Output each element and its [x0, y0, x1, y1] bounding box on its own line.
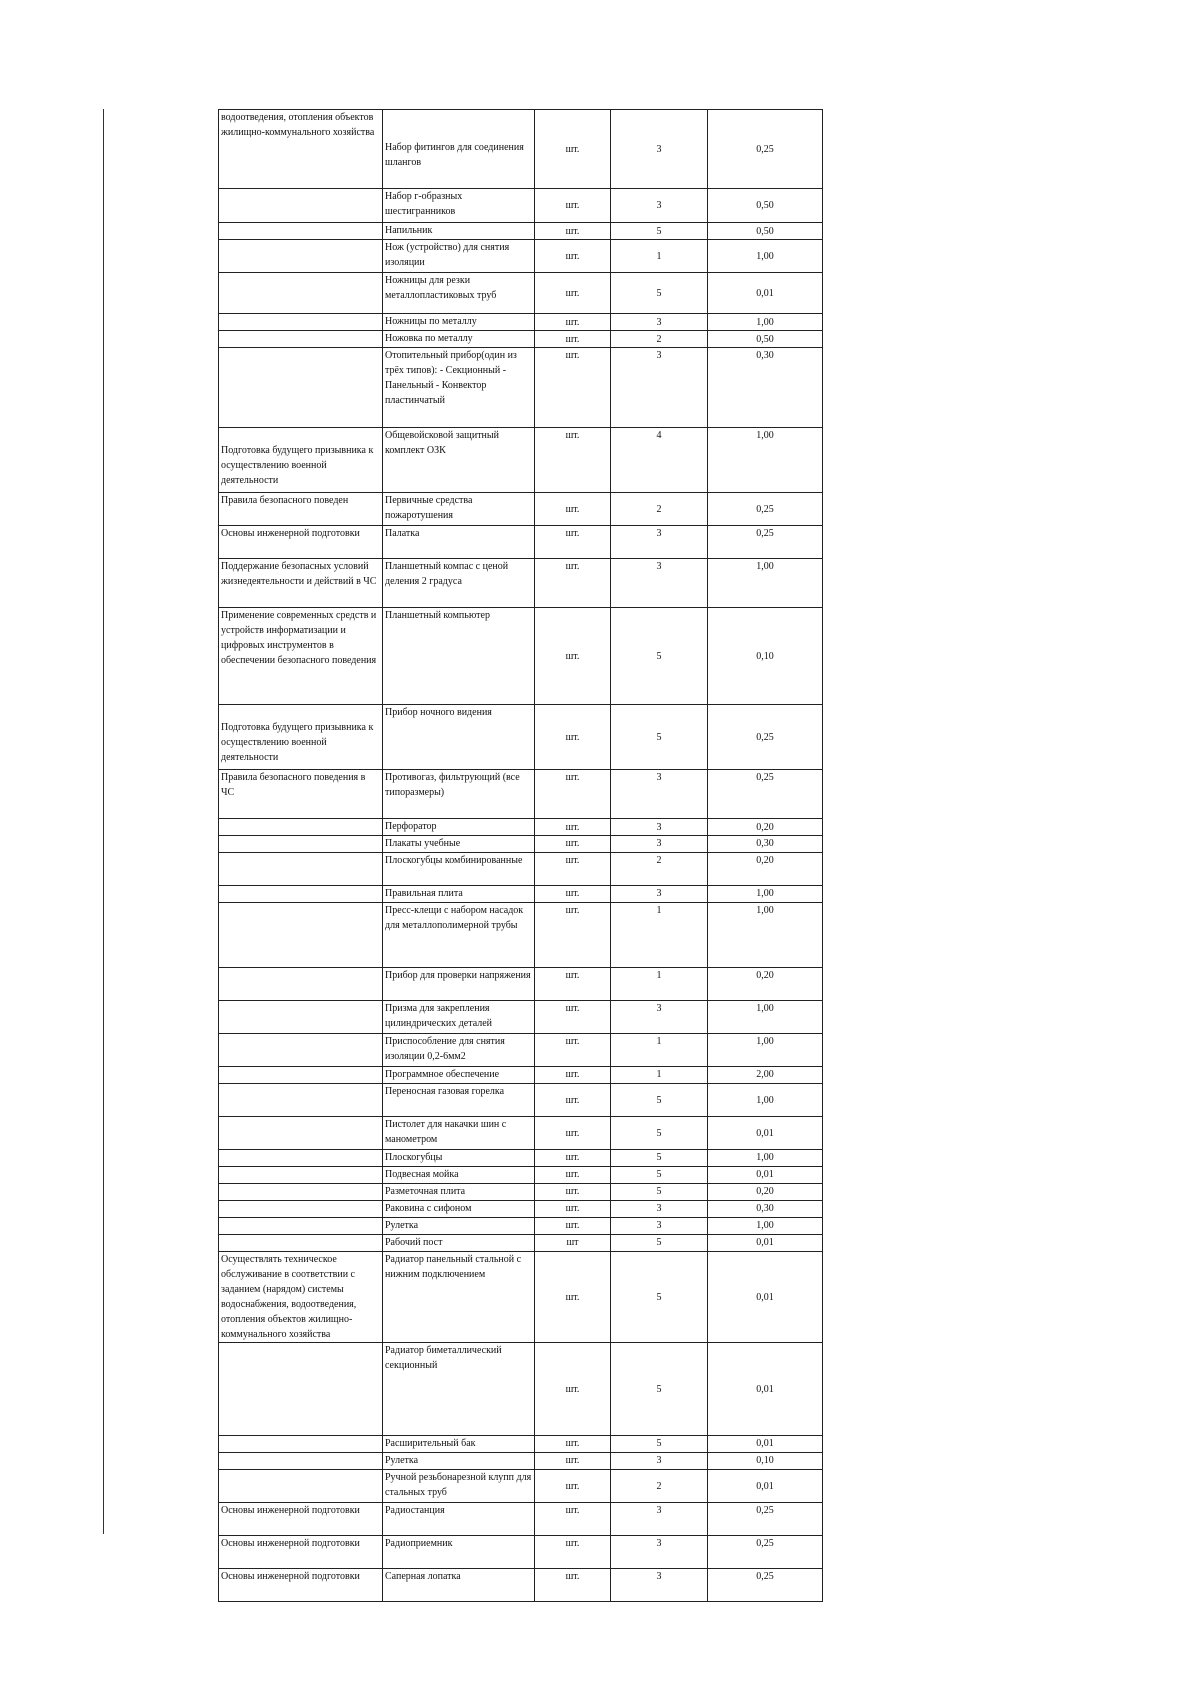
quantity-cell: 2: [611, 1470, 708, 1503]
section-cell: [219, 1218, 383, 1235]
section-cell: Подготовка будущего призывника к осуществлению военной деятельности: [219, 428, 383, 493]
table-row: [219, 1184, 823, 1201]
unit-cell: шт.: [535, 853, 611, 886]
quantity-cell: 3: [611, 314, 708, 331]
norm-cell: 0,25: [708, 1503, 823, 1536]
norm-cell: 0,25: [708, 110, 823, 189]
quantity-cell: 3: [611, 1218, 708, 1235]
quantity-cell: 5: [611, 1436, 708, 1453]
table-row: [219, 1117, 823, 1150]
document-page: [218, 109, 823, 1602]
unit-cell: шт.: [535, 1167, 611, 1184]
quantity-cell: 3: [611, 110, 708, 189]
unit-cell: шт.: [535, 1034, 611, 1067]
quantity-cell: 5: [611, 1184, 708, 1201]
item-name-cell: Радиатор панельный стальной с нижним подключением: [383, 1252, 535, 1343]
unit-cell: шт.: [535, 705, 611, 770]
unit-cell: шт.: [535, 223, 611, 240]
norm-cell: 1,00: [708, 1034, 823, 1067]
unit-cell: шт.: [535, 903, 611, 968]
table-row: [219, 314, 823, 331]
unit-cell: шт.: [535, 1536, 611, 1569]
table-row: [219, 1067, 823, 1084]
item-name-cell: Плоскогубцы комбинированные: [383, 853, 535, 886]
quantity-cell: 5: [611, 1084, 708, 1117]
section-cell: [219, 819, 383, 836]
quantity-cell: 3: [611, 886, 708, 903]
section-cell: [219, 1436, 383, 1453]
quantity-cell: 3: [611, 1001, 708, 1034]
quantity-cell: 5: [611, 1252, 708, 1343]
quantity-cell: 3: [611, 526, 708, 559]
unit-cell: шт.: [535, 1470, 611, 1503]
left-margin-rule: [103, 109, 104, 1534]
unit-cell: шт.: [535, 189, 611, 223]
norm-cell: 0,30: [708, 836, 823, 853]
unit-cell: шт.: [535, 273, 611, 314]
item-name-cell: Плакаты учебные: [383, 836, 535, 853]
table-row: [219, 836, 823, 853]
norm-cell: 0,01: [708, 1252, 823, 1343]
norm-cell: 1,00: [708, 1084, 823, 1117]
section-cell: Правила безопасного поведен: [219, 493, 383, 526]
section-cell: [219, 1084, 383, 1117]
item-name-cell: Общевойсковой защитный комплект ОЗК: [383, 428, 535, 493]
item-name-cell: Пресс-клещи с набором насадок для металлополимерной трубы: [383, 903, 535, 968]
unit-cell: шт.: [535, 968, 611, 1001]
quantity-cell: 5: [611, 1235, 708, 1252]
item-name-cell: Напильник: [383, 223, 535, 240]
section-cell: Правила безопасного поведения в ЧС: [219, 770, 383, 819]
table-row: [219, 903, 823, 968]
section-cell: Основы инженерной подготовки: [219, 1503, 383, 1536]
unit-cell: шт.: [535, 770, 611, 819]
norm-cell: 0,25: [708, 1536, 823, 1569]
table-row: [219, 1470, 823, 1503]
section-cell: [219, 273, 383, 314]
norm-cell: 0,25: [708, 493, 823, 526]
norm-cell: 1,00: [708, 1218, 823, 1235]
quantity-cell: 1: [611, 1034, 708, 1067]
unit-cell: шт.: [535, 1067, 611, 1084]
item-name-cell: Призма для закрепления цилиндрических деталей: [383, 1001, 535, 1034]
item-name-cell: Радиоприемник: [383, 1536, 535, 1569]
quantity-cell: 1: [611, 968, 708, 1001]
unit-cell: шт.: [535, 1503, 611, 1536]
item-name-cell: Перфоратор: [383, 819, 535, 836]
norm-cell: 1,00: [708, 428, 823, 493]
unit-cell: шт.: [535, 428, 611, 493]
table-row: [219, 493, 823, 526]
section-cell: [219, 968, 383, 1001]
section-cell: [219, 223, 383, 240]
section-cell: [219, 1117, 383, 1150]
norm-cell: 0,01: [708, 1235, 823, 1252]
section-cell: [219, 1001, 383, 1034]
section-cell: [219, 348, 383, 428]
quantity-cell: 5: [611, 608, 708, 705]
item-name-cell: Разметочная плита: [383, 1184, 535, 1201]
quantity-cell: 3: [611, 1569, 708, 1602]
quantity-cell: 5: [611, 273, 708, 314]
table-row: [219, 1235, 823, 1252]
section-cell: Основы инженерной подготовки: [219, 1569, 383, 1602]
section-cell: [219, 903, 383, 968]
norm-cell: 0,30: [708, 1201, 823, 1218]
table-row: [219, 853, 823, 886]
item-name-cell: Саперная лопатка: [383, 1569, 535, 1602]
item-name-cell: Ножницы по металлу: [383, 314, 535, 331]
section-cell: Поддержание безопасных условий жизнедеятельности и действий в ЧС: [219, 559, 383, 608]
quantity-cell: 3: [611, 1536, 708, 1569]
norm-cell: 0,20: [708, 968, 823, 1001]
quantity-cell: 3: [611, 1503, 708, 1536]
table-row: [219, 1001, 823, 1034]
table-row: [219, 273, 823, 314]
unit-cell: шт.: [535, 836, 611, 853]
item-name-cell: Радиатор биметаллический секционный: [383, 1343, 535, 1436]
table-row: [219, 1150, 823, 1167]
item-name-cell: Подвесная мойка: [383, 1167, 535, 1184]
unit-cell: шт.: [535, 493, 611, 526]
norm-cell: 0,50: [708, 189, 823, 223]
item-name-cell: Ручной резьбонарезной клупп для стальных труб: [383, 1470, 535, 1503]
item-name-cell: Прибор для проверки напряжения: [383, 968, 535, 1001]
quantity-cell: 2: [611, 331, 708, 348]
unit-cell: шт.: [535, 1252, 611, 1343]
quantity-cell: 5: [611, 1150, 708, 1167]
unit-cell: шт.: [535, 1084, 611, 1117]
section-cell: [219, 189, 383, 223]
table-row: [219, 331, 823, 348]
table-row: [219, 1343, 823, 1436]
table-row: [219, 770, 823, 819]
norm-cell: 0,01: [708, 1436, 823, 1453]
equipment-table-body: [219, 110, 823, 1602]
table-row: [219, 559, 823, 608]
quantity-cell: 1: [611, 240, 708, 273]
norm-cell: 0,20: [708, 1184, 823, 1201]
unit-cell: шт.: [535, 1436, 611, 1453]
section-cell: Применение современных средств и устройств информатизации и цифровых инструментов в обеспечении безопасного поведения: [219, 608, 383, 705]
table-row: [219, 110, 823, 189]
section-cell: [219, 886, 383, 903]
table-row: [219, 705, 823, 770]
section-cell: [219, 1453, 383, 1470]
unit-cell: шт.: [535, 886, 611, 903]
norm-cell: 0,20: [708, 819, 823, 836]
section-cell: Основы инженерной подготовки: [219, 526, 383, 559]
table-row: [219, 1503, 823, 1536]
section-cell: Осуществлять техническое обслуживание в соответствии с заданием (нарядом) системы водоснабжения, водоотведения, отопления объектов жилищно-коммунального хозяйства: [219, 1252, 383, 1343]
item-name-cell: Раковина с сифоном: [383, 1201, 535, 1218]
unit-cell: шт.: [535, 348, 611, 428]
norm-cell: 0,10: [708, 1453, 823, 1470]
table-row: [219, 1034, 823, 1067]
section-cell: [219, 1067, 383, 1084]
quantity-cell: 1: [611, 1067, 708, 1084]
unit-cell: шт.: [535, 1218, 611, 1235]
quantity-cell: 5: [611, 1117, 708, 1150]
unit-cell: шт.: [535, 1201, 611, 1218]
table-row: [219, 1569, 823, 1602]
section-cell: [219, 1470, 383, 1503]
item-name-cell: Палатка: [383, 526, 535, 559]
section-cell: [219, 1343, 383, 1436]
norm-cell: 0,25: [708, 770, 823, 819]
section-cell: [219, 853, 383, 886]
item-name-cell: Набор фитингов для соединения шлангов: [383, 110, 535, 189]
table-row: [219, 1536, 823, 1569]
item-name-cell: Расширительный бак: [383, 1436, 535, 1453]
item-name-cell: Первичные средства пожаротушения: [383, 493, 535, 526]
item-name-cell: Противогаз, фильтрующий (все типоразмеры): [383, 770, 535, 819]
item-name-cell: Отопительный прибор(один из трёх типов): - Секционный - Панельный - Конвектор пластинчатый: [383, 348, 535, 428]
table-row: [219, 1201, 823, 1218]
norm-cell: 1,00: [708, 240, 823, 273]
norm-cell: 0,50: [708, 331, 823, 348]
table-row: [219, 240, 823, 273]
norm-cell: 0,25: [708, 1569, 823, 1602]
table-row: [219, 819, 823, 836]
table-row: [219, 608, 823, 705]
quantity-cell: 4: [611, 428, 708, 493]
quantity-cell: 3: [611, 189, 708, 223]
item-name-cell: Рулетка: [383, 1453, 535, 1470]
section-cell: [219, 836, 383, 853]
item-name-cell: Приспособление для снятия изоляции 0,2-6мм2: [383, 1034, 535, 1067]
item-name-cell: Ножовка по металлу: [383, 331, 535, 348]
section-cell: Подготовка будущего призывника к осуществлению военной деятельности: [219, 705, 383, 770]
unit-cell: шт.: [535, 559, 611, 608]
item-name-cell: Прибор ночного видения: [383, 705, 535, 770]
section-cell: водоотведения, отопления объектов жилищно-коммунального хозяйства: [219, 110, 383, 189]
item-name-cell: Рулетка: [383, 1218, 535, 1235]
quantity-cell: 3: [611, 559, 708, 608]
item-name-cell: Плоскогубцы: [383, 1150, 535, 1167]
table-row: [219, 1218, 823, 1235]
table-row: [219, 1084, 823, 1117]
equipment-table: [218, 109, 823, 1602]
item-name-cell: Пистолет для накачки шин с манометром: [383, 1117, 535, 1150]
unit-cell: шт.: [535, 314, 611, 331]
unit-cell: шт.: [535, 240, 611, 273]
unit-cell: шт.: [535, 1569, 611, 1602]
norm-cell: 0,10: [708, 608, 823, 705]
table-row: [219, 526, 823, 559]
section-cell: [219, 1235, 383, 1252]
norm-cell: 1,00: [708, 314, 823, 331]
quantity-cell: 5: [611, 705, 708, 770]
quantity-cell: 3: [611, 1201, 708, 1218]
section-cell: [219, 1167, 383, 1184]
norm-cell: 1,00: [708, 559, 823, 608]
unit-cell: шт.: [535, 1150, 611, 1167]
section-cell: [219, 314, 383, 331]
norm-cell: 0,20: [708, 853, 823, 886]
unit-cell: шт.: [535, 819, 611, 836]
norm-cell: 0,01: [708, 1167, 823, 1184]
section-cell: [219, 1034, 383, 1067]
quantity-cell: 3: [611, 836, 708, 853]
norm-cell: 1,00: [708, 903, 823, 968]
unit-cell: шт.: [535, 110, 611, 189]
quantity-cell: 2: [611, 493, 708, 526]
quantity-cell: 3: [611, 819, 708, 836]
unit-cell: шт.: [535, 1453, 611, 1470]
table-row: [219, 968, 823, 1001]
norm-cell: 0,30: [708, 348, 823, 428]
section-cell: [219, 1201, 383, 1218]
table-row: [219, 189, 823, 223]
item-name-cell: Рабочий пост: [383, 1235, 535, 1252]
item-name-cell: Нож (устройство) для снятия изоляции: [383, 240, 535, 273]
item-name-cell: Набор г-образных шестигранников: [383, 189, 535, 223]
table-row: [219, 1252, 823, 1343]
norm-cell: 1,00: [708, 886, 823, 903]
norm-cell: 0,01: [708, 1343, 823, 1436]
table-row: [219, 1436, 823, 1453]
unit-cell: шт.: [535, 608, 611, 705]
unit-cell: шт.: [535, 1117, 611, 1150]
table-row: [219, 886, 823, 903]
section-cell: [219, 1184, 383, 1201]
table-row: [219, 1167, 823, 1184]
quantity-cell: 5: [611, 1343, 708, 1436]
norm-cell: 2,00: [708, 1067, 823, 1084]
section-cell: [219, 331, 383, 348]
unit-cell: шт.: [535, 1184, 611, 1201]
norm-cell: 0,25: [708, 526, 823, 559]
quantity-cell: 5: [611, 1167, 708, 1184]
norm-cell: 0,01: [708, 1117, 823, 1150]
quantity-cell: 1: [611, 903, 708, 968]
norm-cell: 0,50: [708, 223, 823, 240]
quantity-cell: 5: [611, 223, 708, 240]
item-name-cell: Ножницы для резки металлопластиковых труб: [383, 273, 535, 314]
unit-cell: шт.: [535, 1343, 611, 1436]
norm-cell: 0,01: [708, 1470, 823, 1503]
table-row: [219, 223, 823, 240]
table-row: [219, 428, 823, 493]
section-cell: [219, 240, 383, 273]
item-name-cell: Правильная плита: [383, 886, 535, 903]
item-name-cell: Радиостанция: [383, 1503, 535, 1536]
item-name-cell: Планшетный компьютер: [383, 608, 535, 705]
table-row: [219, 1453, 823, 1470]
quantity-cell: 3: [611, 1453, 708, 1470]
section-cell: Основы инженерной подготовки: [219, 1536, 383, 1569]
unit-cell: шт.: [535, 1001, 611, 1034]
section-cell: [219, 1150, 383, 1167]
item-name-cell: Программное обеспечение: [383, 1067, 535, 1084]
unit-cell: шт.: [535, 331, 611, 348]
item-name-cell: Планшетный компас с ценой деления 2 градуса: [383, 559, 535, 608]
item-name-cell: Переносная газовая горелка: [383, 1084, 535, 1117]
quantity-cell: 3: [611, 770, 708, 819]
quantity-cell: 2: [611, 853, 708, 886]
norm-cell: 1,00: [708, 1150, 823, 1167]
table-row: [219, 348, 823, 428]
norm-cell: 1,00: [708, 1001, 823, 1034]
quantity-cell: 3: [611, 348, 708, 428]
unit-cell: шт.: [535, 526, 611, 559]
norm-cell: 0,25: [708, 705, 823, 770]
norm-cell: 0,01: [708, 273, 823, 314]
unit-cell: шт: [535, 1235, 611, 1252]
